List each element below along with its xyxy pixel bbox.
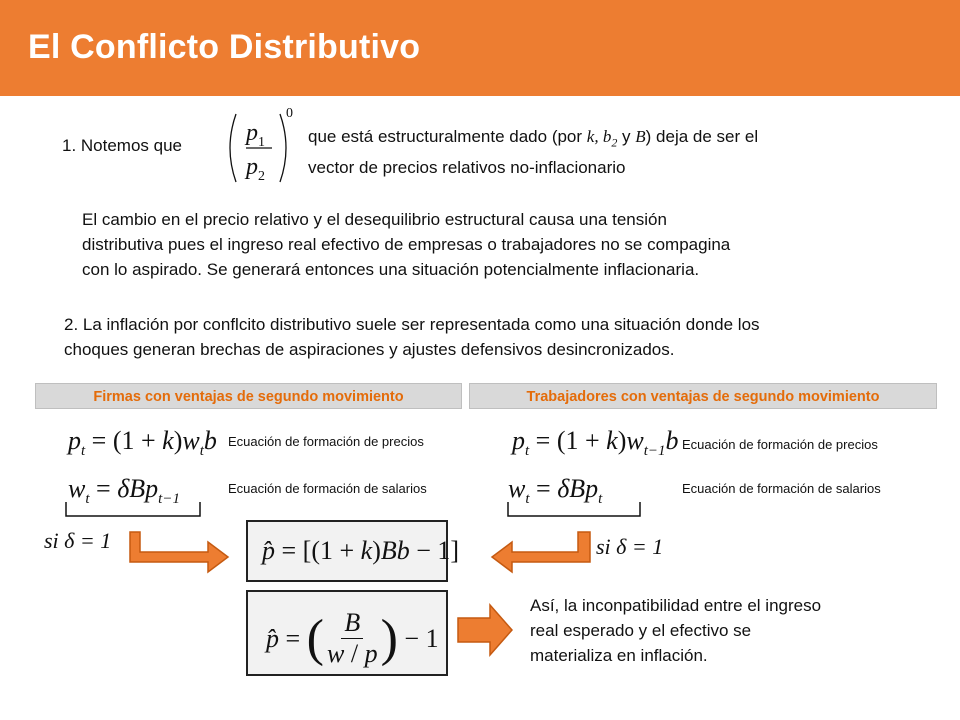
right-price-label: Ecuación de formación de precios bbox=[682, 437, 878, 452]
section1-lead: 1. Notemos que bbox=[62, 136, 183, 155]
conclusion-arrow bbox=[458, 605, 512, 655]
ratio-superscript: 0 bbox=[286, 106, 293, 121]
price-ratio-vector bbox=[222, 108, 302, 188]
inflation-equation: p̂ = [(1 + k)Bb − 1] bbox=[262, 536, 460, 565]
right-column-heading: Trabajadores con ventajas de segundo movimiento bbox=[469, 383, 937, 409]
left-bracket bbox=[66, 502, 200, 516]
left-column-heading: Firmas con ventajas de segundo movimiento bbox=[35, 383, 462, 409]
inflation-equation-box bbox=[246, 520, 460, 582]
left-arrow bbox=[130, 532, 228, 572]
section1-description: que está estructuralmente dado (por k, $b_2$ y B) deja de ser el vector de precios relativos no-inflacionario bbox=[308, 127, 759, 178]
section1-paragraph: El cambio en el precio relativo y el desequilibrio estructural causa una tensión distributiva pues el ingreso real efectivo de empresas o trabajadores no se compagina con lo aspirado. Se generará entonces una situación potencialmente inflacionaria. bbox=[82, 210, 731, 279]
left-price-equation: $p_t = (1 + k)w_tb$ bbox=[68, 426, 217, 459]
left-wage-label: Ecuación de formación de salarios bbox=[228, 481, 427, 496]
left-condition: si δ = 1 bbox=[44, 528, 112, 553]
right-condition: si δ = 1 bbox=[596, 534, 664, 559]
page-title: El Conflicto Distributivo bbox=[28, 28, 421, 66]
right-bracket bbox=[508, 502, 640, 516]
right-wage-label: Ecuación de formación de salarios bbox=[682, 481, 881, 496]
left-wage-equation: $w_t = \delta Bp_{t-1}$ bbox=[68, 474, 180, 507]
ratio-numerator: $p_1$ bbox=[246, 120, 265, 150]
section2-paragraph: 2. La inflación por conflcito distributivo suele ser representada como una situación donde los choques generan brechas de aspiraciones y ajustes defensivos desincronizados. bbox=[64, 315, 760, 359]
inflation-ratio-equation: p̂ = ( $\frac{B}{w / p}$ ) − 1 bbox=[266, 608, 439, 668]
ratio-denominator: $p_2$ bbox=[246, 154, 265, 184]
right-arrow bbox=[492, 532, 590, 572]
right-wage-equation: $w_t = \delta Bp_t$ bbox=[508, 474, 603, 507]
right-price-equation: $p_t = (1 + k)w_{t-1}b$ bbox=[512, 426, 679, 459]
inflation-ratio-box bbox=[246, 590, 448, 676]
left-price-label: Ecuación de formación de precios bbox=[228, 434, 424, 449]
conclusion-text: Así, la inconpatibilidad entre el ingreso real esperado y el efectivo se materializa en inflación. bbox=[530, 596, 822, 665]
